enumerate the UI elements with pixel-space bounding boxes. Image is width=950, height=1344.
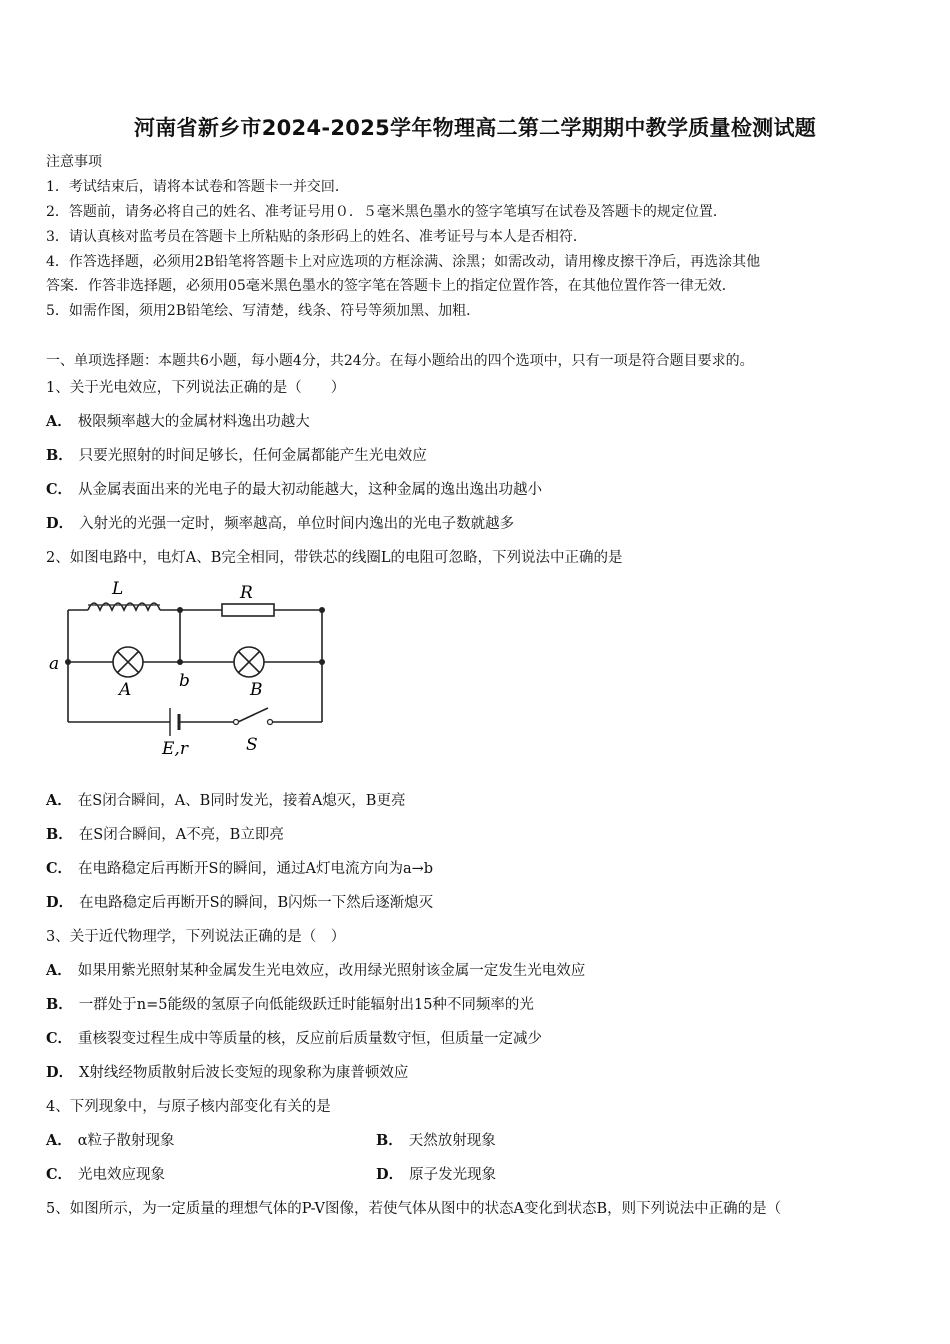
question-4-option-b: B． 天然放射现象	[376, 1132, 496, 1149]
circuit-diagram	[46, 578, 346, 763]
label-a: a	[49, 654, 60, 674]
resistor	[222, 604, 274, 616]
question-4-option-d: D． 原子发光现象	[376, 1166, 497, 1183]
question-3-option-c: C． 重核裂变过程生成中等质量的核，反应前后质量数守恒，但质量一定减少	[46, 1030, 543, 1047]
question-5-stem: 5、如图所示，为一定质量的理想气体的P-V图像，若使气体从图中的状态A变化到状态B，则下列说法中正确的是（	[46, 1201, 782, 1217]
label-emf: E,r	[162, 739, 188, 759]
question-4-option-a: A． α粒子散射现象	[46, 1132, 175, 1149]
question-2-option-a: A． 在S闭合瞬间，A、B同时发光，接着A熄灭，B更亮	[46, 792, 406, 809]
notice-item: 4．作答选择题，必须用2B铅笔将答题卡上对应选项的方框涂满、涂黑；如需改动，请用橡皮擦干净后，再选涂其他	[46, 254, 761, 270]
question-2-stem: 2、如图电路中，电灯A、B完全相同，带铁芯的线圈L的电阻可忽略，下列说法中正确的是	[46, 550, 623, 566]
section-heading: 一、单项选择题：本题共6小题，每小题4分，共24分。在每小题给出的四个选项中，只有一项是符合题目要求的。	[46, 353, 754, 369]
switch	[238, 708, 268, 722]
question-3-option-a: A． 如果用紫光照射某种金属发生光电效应，改用绿光照射该金属一定发生光电效应	[46, 962, 586, 979]
page-title: 河南省新乡市2024-2025学年物理高二第二学期期中教学质量检测试题	[133, 116, 817, 140]
question-1-option-b: B． 只要光照射的时间足够长，任何金属都能产生光电效应	[46, 447, 427, 464]
question-3-stem: 3、关于近代物理学，下列说法正确的是（ ）	[46, 929, 346, 945]
question-4-stem: 4、下列现象中，与原子核内部变化有关的是	[46, 1099, 331, 1115]
label-lamp-b: B	[250, 680, 263, 700]
question-3-option-b: B． 一群处于n=5能级的氢原子向低能级跃迁时能辐射出15种不同频率的光	[46, 996, 534, 1013]
question-1-stem: 1、关于光电效应，下列说法正确的是（ ）	[46, 380, 346, 396]
question-4-option-c: C． 光电效应现象	[46, 1166, 166, 1183]
label-L: L	[112, 579, 124, 599]
question-1-option-d: D． 入射光的光强一定时，频率越高，单位时间内逸出的光电子数就越多	[46, 515, 515, 532]
label-switch: S	[246, 735, 258, 755]
notice-item: 2．答题前，请务必将自己的姓名、准考证号用０．５毫米黑色墨水的签字笔填写在试卷及答题卡的规定位置．	[46, 204, 727, 220]
question-2-option-d: D． 在电路稳定后再断开S的瞬间，B闪烁一下然后逐渐熄灭	[46, 894, 434, 911]
question-1-option-a: A． 极限频率越大的金属材料逸出功越大	[46, 413, 310, 430]
label-lamp-a: A	[119, 680, 132, 700]
question-2-option-c: C． 在电路稳定后再断开S的瞬间，通过A灯电流方向为a→b	[46, 860, 434, 877]
inductor-coil	[88, 603, 160, 610]
label-R: R	[240, 583, 253, 603]
notice-item: 1．考试结束后，请将本试卷和答题卡一并交回．	[46, 179, 349, 195]
notice-item: 5．如需作图，须用2B铅笔绘、写清楚，线条、符号等须加黑、加粗．	[46, 303, 481, 319]
notice-heading: 注意事项	[46, 154, 102, 170]
question-1-option-c: C． 从金属表面出来的光电子的最大初动能越大，这种金属的逸出逸出功越小	[46, 481, 543, 498]
question-2-option-b: B． 在S闭合瞬间，A不亮，B立即亮	[46, 826, 284, 843]
question-3-option-d: D． X射线经物质散射后波长变短的现象称为康普顿效应	[46, 1064, 409, 1081]
notice-item: 3．请认真核对监考员在答题卡上所粘贴的条形码上的姓名、准考证号与本人是否相符．	[46, 229, 587, 245]
label-b: b	[179, 671, 190, 691]
notice-item: 答案．作答非选择题，必须用05毫米黑色墨水的签字笔在答题卡上的指定位置作答，在其他位置作答一律无效．	[46, 278, 736, 294]
